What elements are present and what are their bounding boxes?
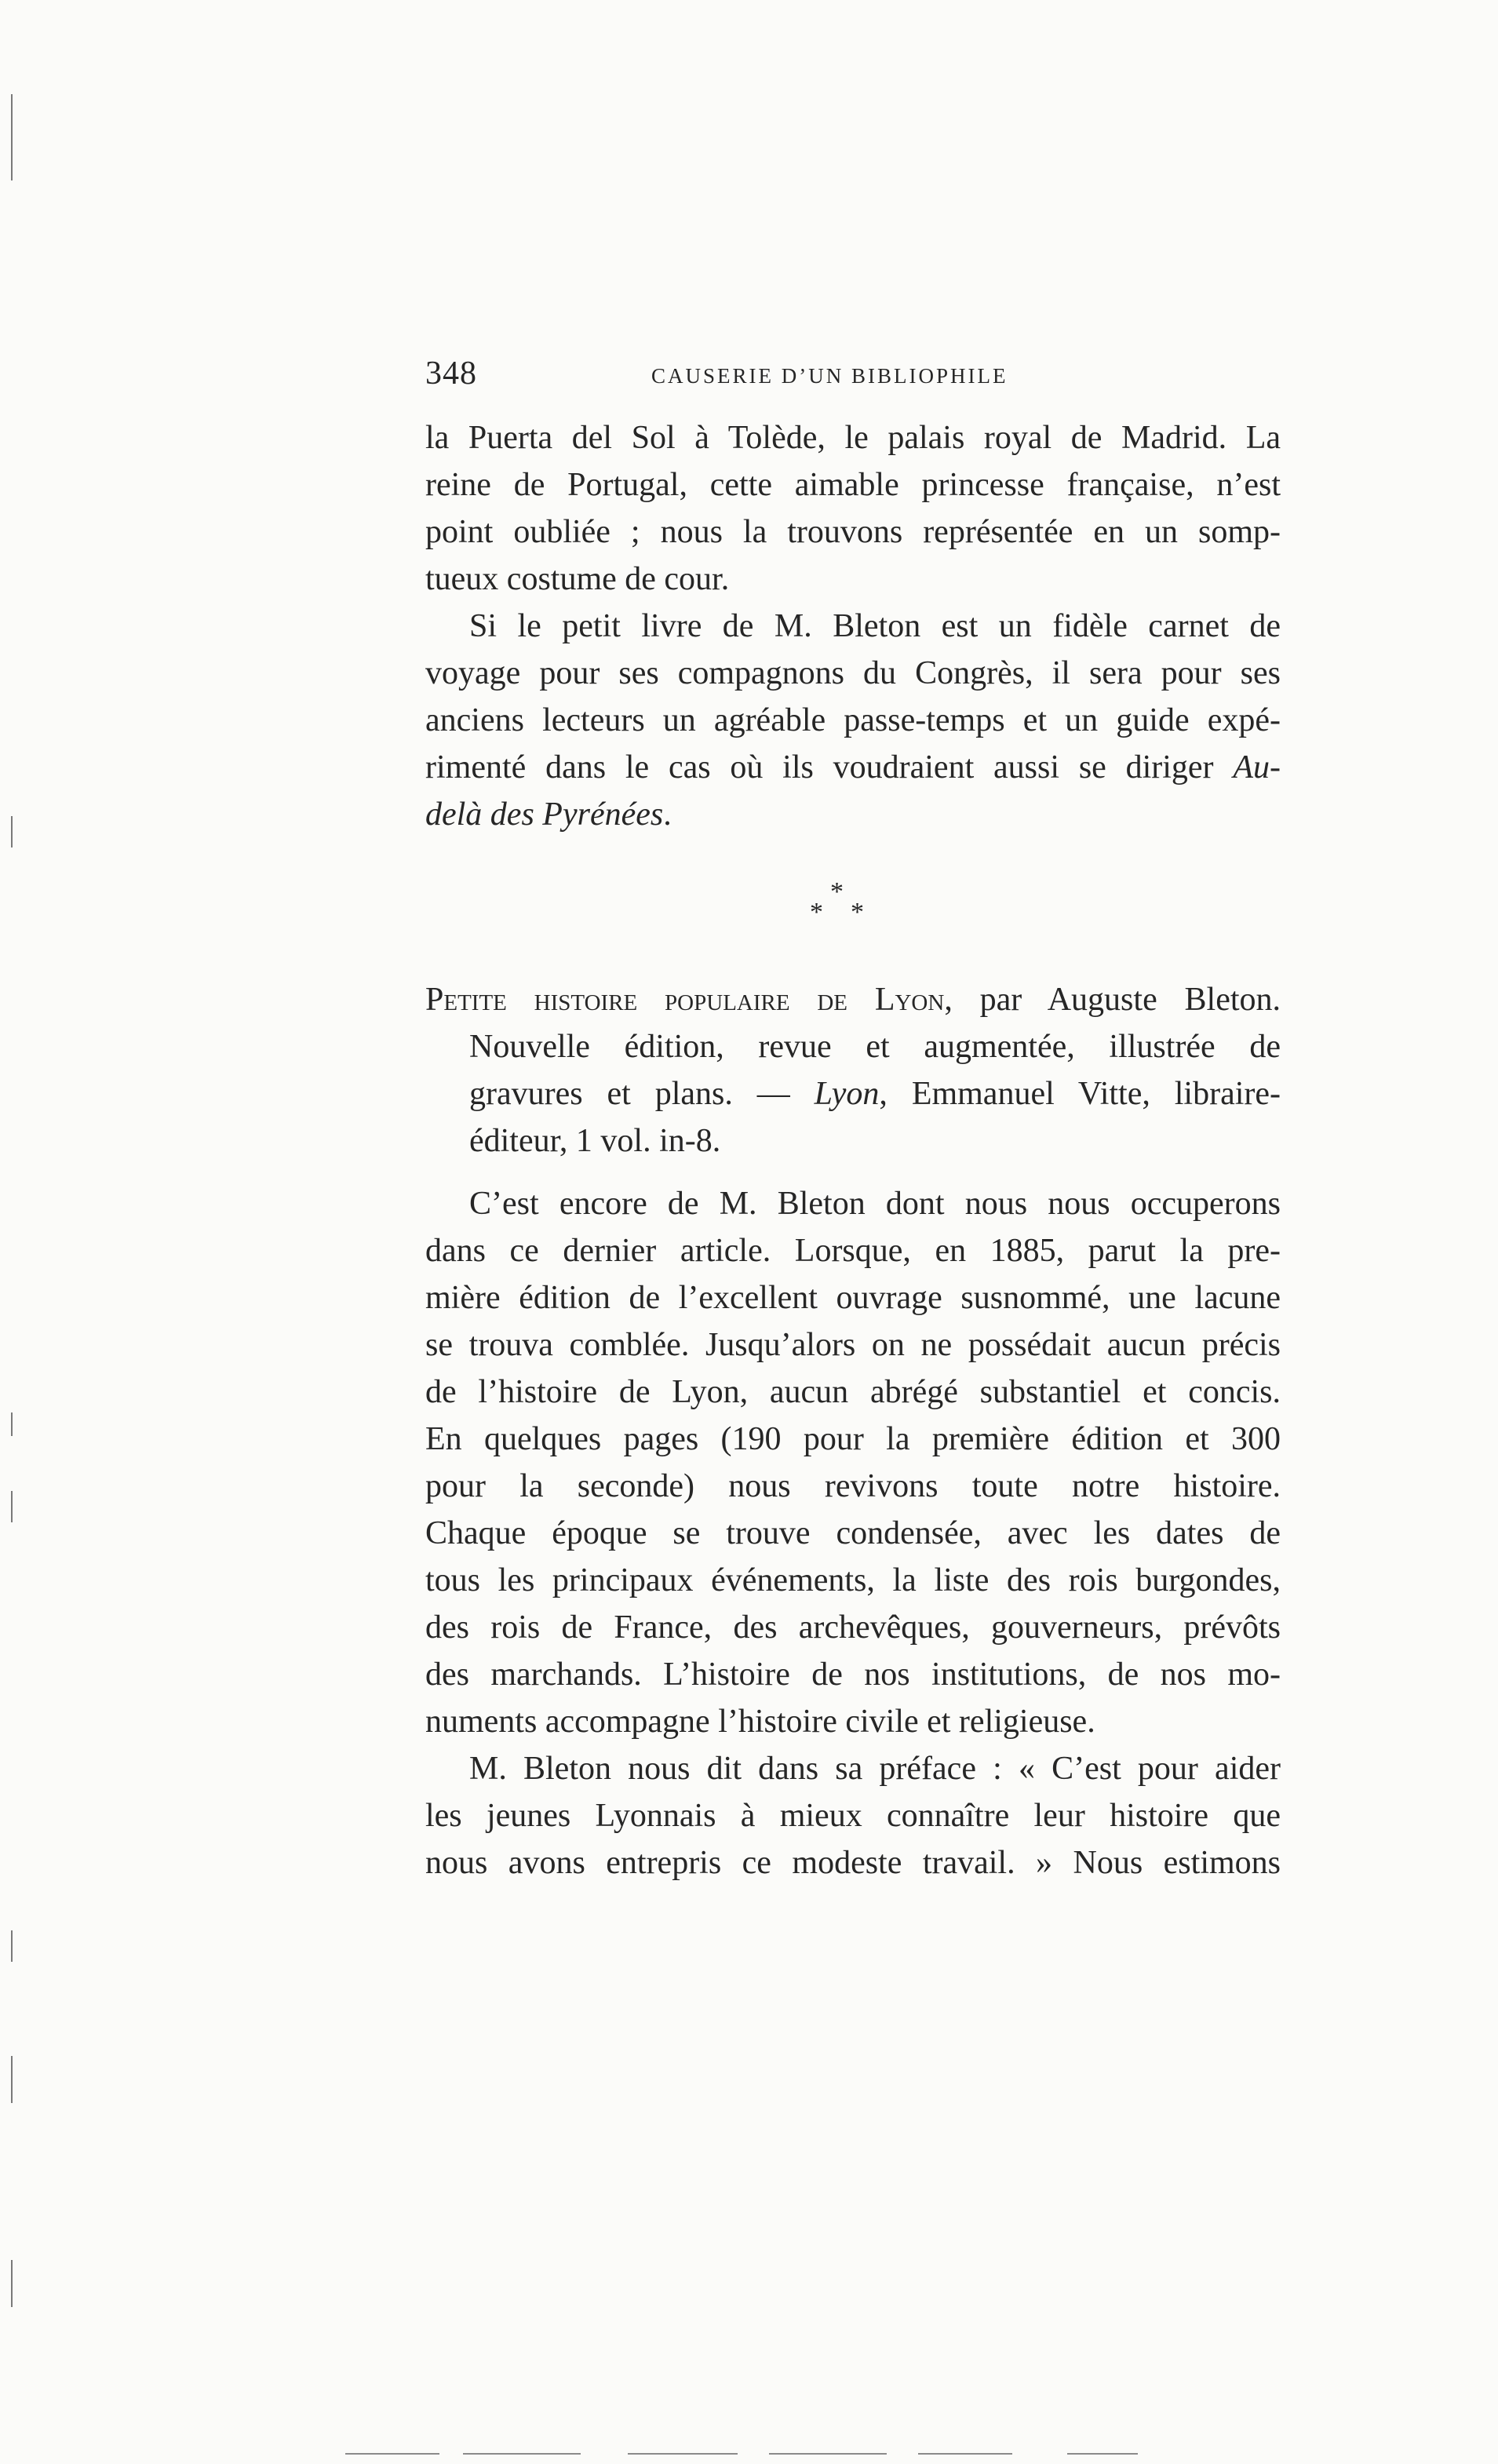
- text-line: tous les principaux événements, la liste des rois burgondes,: [425, 1562, 1281, 1598]
- text-line: reine de Portugal, cette aimable princesse française, n’est: [425, 467, 1281, 503]
- text-line: M. Bleton nous dit dans sa préface : « C’est pour aider: [469, 1751, 1281, 1787]
- text-line: la Puerta del Sol à Tolède, le palais royal de Madrid. La: [425, 420, 1281, 456]
- page-number: 348: [425, 355, 477, 392]
- scan-artifact: [463, 2453, 581, 2455]
- text-line: de l’histoire de Lyon, aucun abrégé substantiel et concis.: [425, 1374, 1281, 1410]
- book-title-italic: Au-: [1233, 749, 1281, 785]
- text-line: point oubliée ; nous la trouvons représentée en un somp-: [425, 514, 1281, 550]
- scan-artifact: [11, 2056, 13, 2103]
- text-line: des rois de France, des archevêques, gouverneurs, prévôts: [425, 1609, 1281, 1646]
- scan-artifact: [769, 2453, 887, 2455]
- scan-artifact: [11, 1491, 13, 1522]
- asterism-star: *: [830, 877, 844, 906]
- text-line: [425, 794, 672, 835]
- scan-artifact: [11, 94, 13, 180]
- text-line: [469, 1073, 1281, 1114]
- scan-artifact: [918, 2453, 1012, 2455]
- text-segment: rimenté dans le cas où ils voudraient aussi se diriger: [425, 749, 1214, 785]
- text-line: Chaque époque se trouve condensée, avec les dates de: [425, 1515, 1281, 1551]
- text-line: Nouvelle édition, revue et augmentée, illustrée de: [469, 1029, 1281, 1065]
- text-line: éditeur, 1 vol. in-8.: [469, 1123, 721, 1159]
- entry-title-line: [425, 979, 1281, 1020]
- text-line: dans ce dernier article. Lorsque, en 1885, parut la pre-: [425, 1233, 1281, 1269]
- place-italic: Lyon: [814, 1076, 880, 1112]
- scan-artifact: [11, 1412, 13, 1436]
- scan-artifact: [11, 816, 13, 847]
- running-title: CAUSERIE D’UN BIBLIOPHILE: [651, 364, 1008, 388]
- scan-artifact: [345, 2453, 439, 2455]
- text-line: Si le petit livre de M. Bleton est un fidèle carnet de: [469, 608, 1281, 644]
- text-line: mière édition de l’excellent ouvrage susnommé, une lacune: [425, 1280, 1281, 1316]
- text-line: tueux costume de cour.: [425, 561, 730, 597]
- scan-artifact: [11, 1930, 13, 1962]
- book-title-italic: delà des Pyrénées: [425, 796, 664, 833]
- text-segment: .: [663, 796, 672, 833]
- text-line: nous avons entrepris ce modeste travail. » Nous estimons: [425, 1845, 1281, 1881]
- entry-title: Petite histoire populaire de Lyon: [425, 982, 945, 1018]
- page-header: [425, 355, 1281, 402]
- text-line: [425, 747, 1281, 788]
- scan-artifact: [628, 2453, 738, 2455]
- text-segment: , Emmanuel Vitte, libraire-: [879, 1076, 1281, 1112]
- scan-artifact: [11, 2260, 13, 2307]
- text-segment: gravures et plans. —: [469, 1076, 790, 1112]
- text-line: pour la seconde) nous revivons toute notre histoire.: [425, 1468, 1281, 1504]
- text-line: se trouva comblée. Jusqu’alors on ne possédait aucun précis: [425, 1327, 1281, 1363]
- text-line: numents accompagne l’histoire civile et religieuse.: [425, 1704, 1095, 1740]
- text-line: les jeunes Lyonnais à mieux connaître leur histoire que: [425, 1798, 1281, 1834]
- asterism-separator: [805, 877, 876, 940]
- asterism-star: *: [810, 898, 823, 927]
- text-line: En quelques pages (190 pour la première édition et 300: [425, 1421, 1281, 1457]
- text-line: anciens lecteurs un agréable passe-temps et un guide expé-: [425, 702, 1281, 738]
- entry-author: , par Auguste Bleton.: [944, 982, 1281, 1018]
- text-line: C’est encore de M. Bleton dont nous nous occuperons: [469, 1186, 1281, 1222]
- text-line: des marchands. L’histoire de nos institutions, de nos mo-: [425, 1657, 1281, 1693]
- asterism-star: *: [851, 898, 864, 927]
- scan-artifact: [1067, 2453, 1138, 2455]
- text-line: voyage pour ses compagnons du Congrès, il sera pour ses: [425, 655, 1281, 691]
